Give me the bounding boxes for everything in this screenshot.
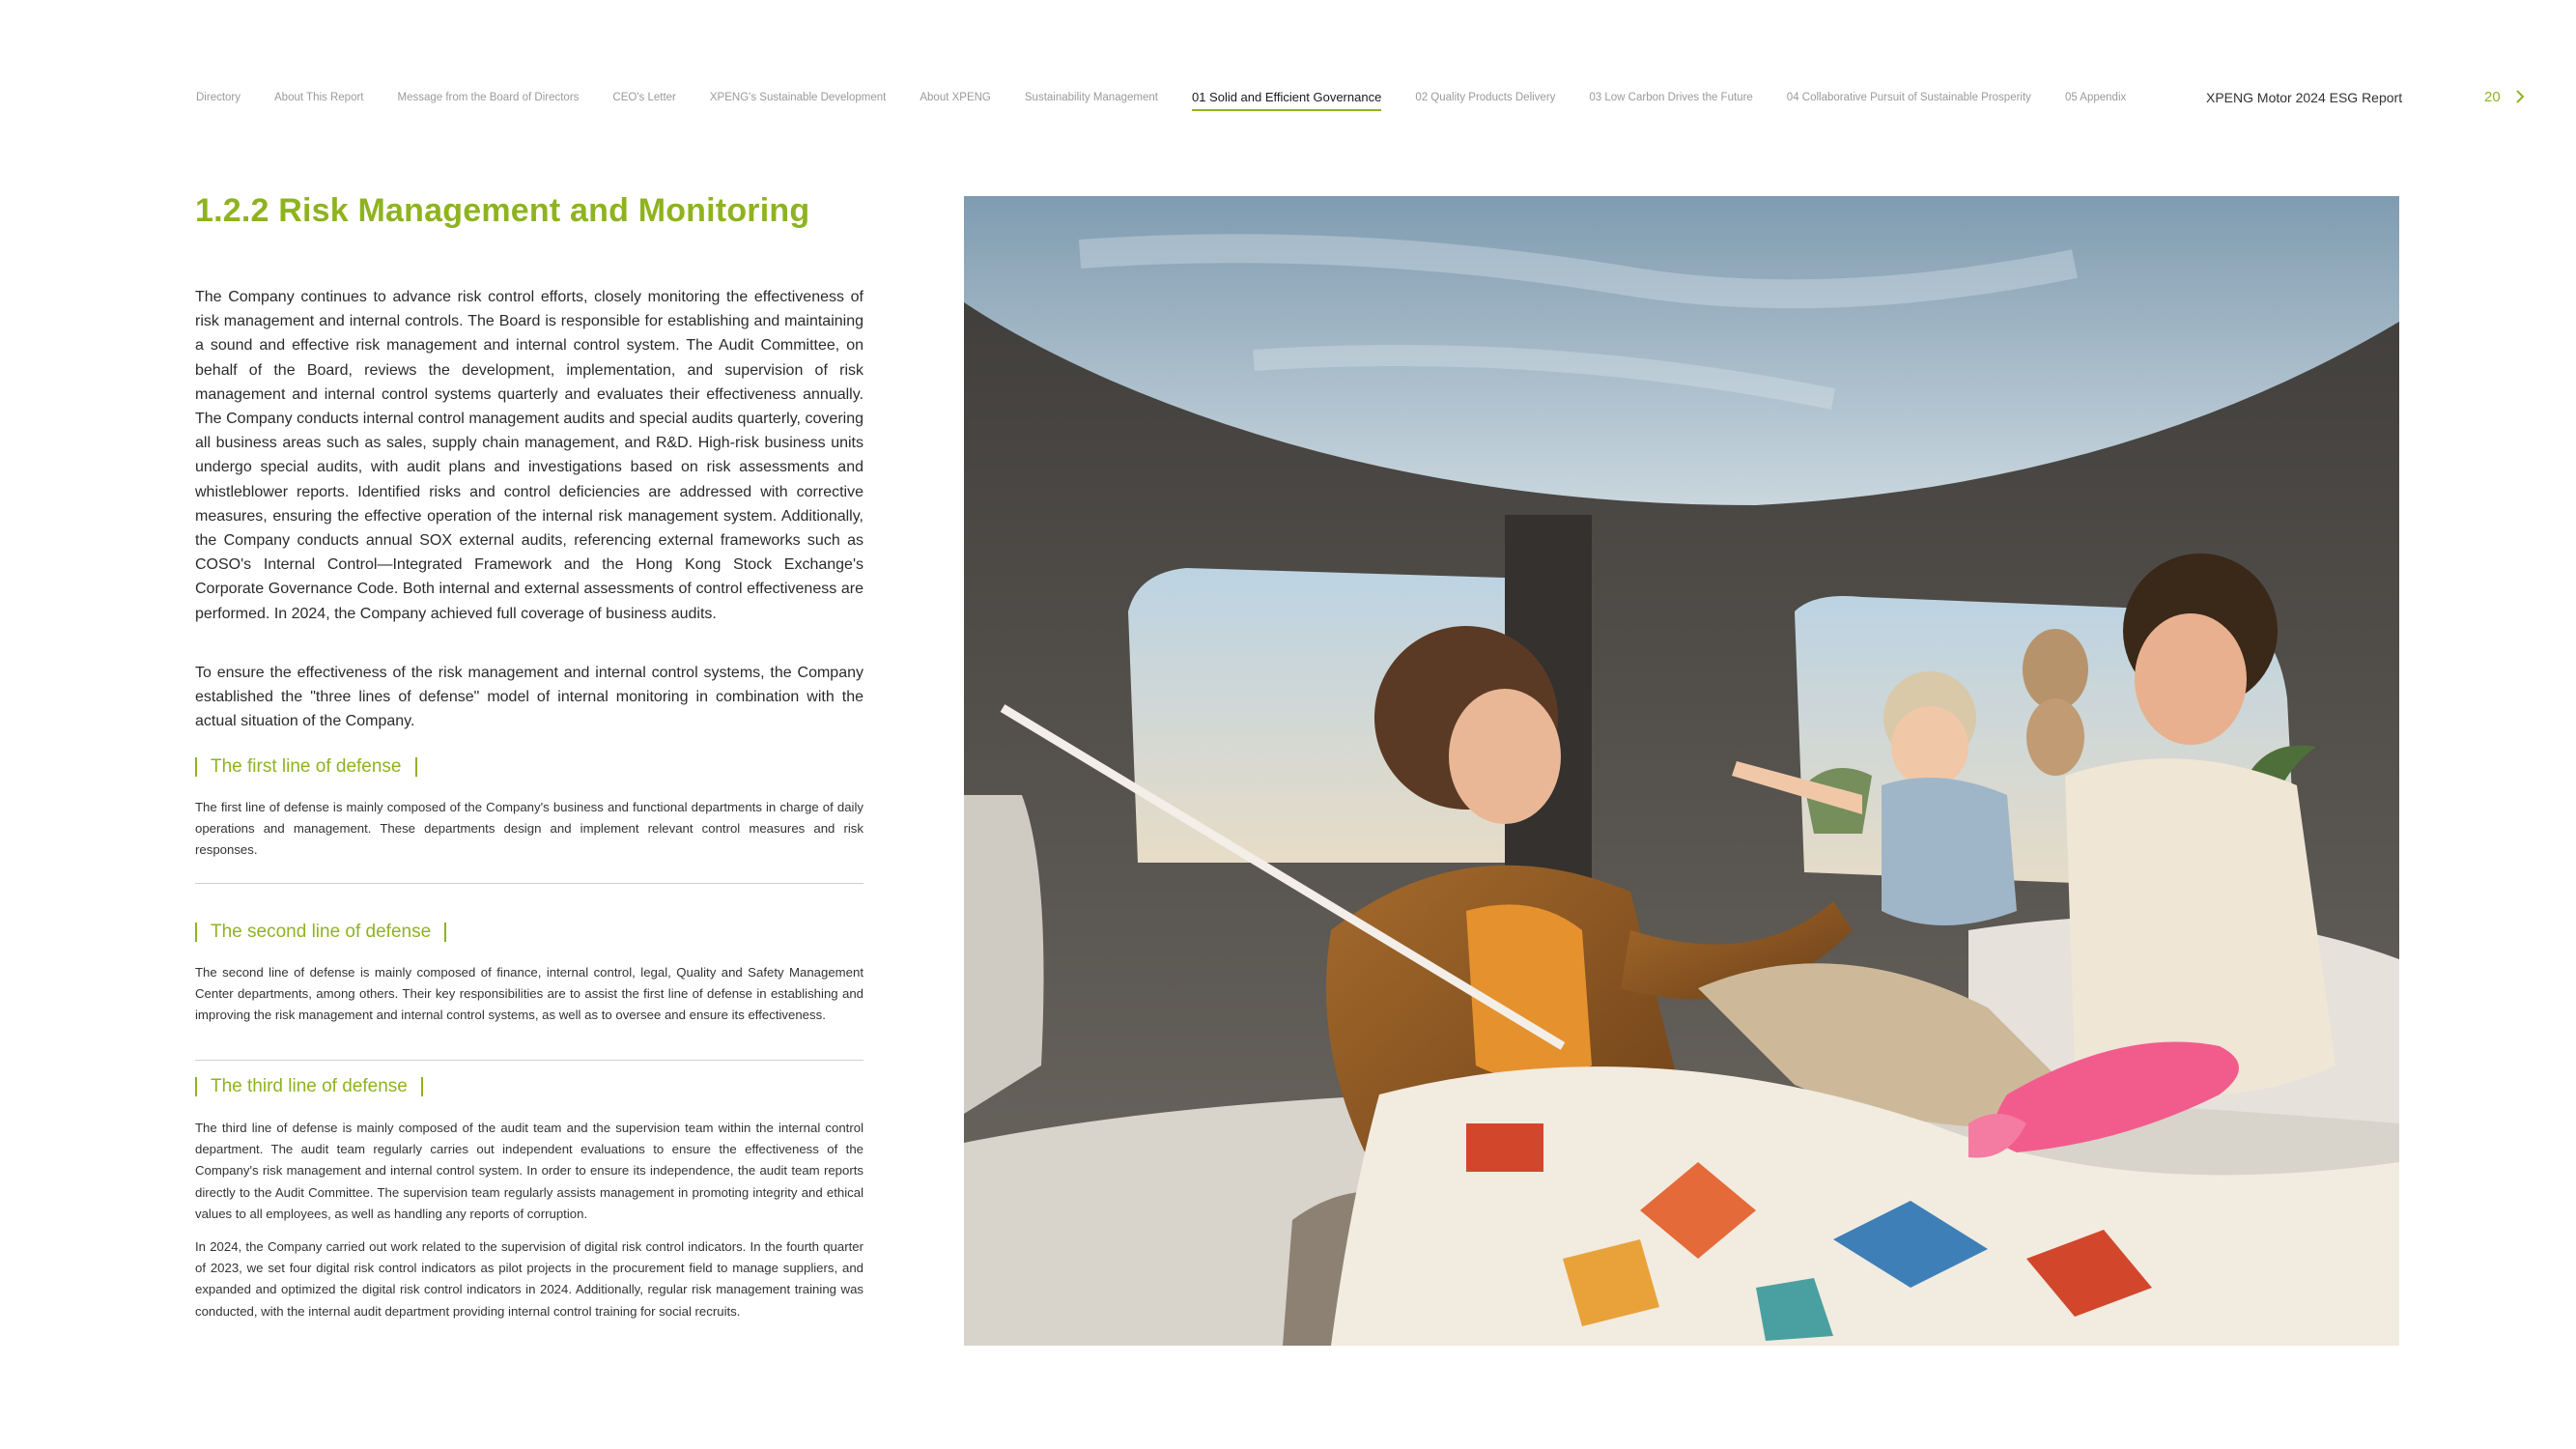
digital-risk-control-text: In 2024, the Company carried out work related to the supervision of digital risk control indicators. In the fourth quarter of 2023, we set four digital risk control indicators as pilot projects in the procurement field to manage suppliers, and expanded and optimized the digital risk control indicators in 2024. Additionally, regular risk management training was conducted, with the internal audit department providing internal control training for social recruits. <box>195 1239 863 1319</box>
car-interior-photo <box>964 196 2399 1346</box>
third-line-heading-label: The third line of defense <box>211 1076 408 1096</box>
first-line-text: The first line of defense is mainly composed of the Company's business and functional departments in charge of daily operations and management. These departments design and implement relevant control measures and risk responses. <box>195 800 863 858</box>
nav-item-ceo-letter[interactable]: CEO's Letter <box>612 92 676 103</box>
section-divider <box>195 883 863 884</box>
nav-item-board-message[interactable]: Message from the Board of Directors <box>397 92 580 103</box>
intro-paragraph: The Company continues to advance risk control efforts, closely monitoring the effectiveness of risk management and internal controls. The Board is responsible for establishing and maintaining a sound and effective risk management and internal control system. The Audit Committee, on behalf of the Board, reviews the development, implementation, and supervision of risk management and internal control systems quarterly and evaluates their effectiveness annually. The Company conducts internal control management audits and special audits quarterly, covering all business areas such as sales, supply chain management, and R&D. High-risk business units undergo special audits, with audit plans and investigations based on risk assessments and whistleblower reports. Identified risks and control deficiencies are addressed with corrective measures, ensuring the effective operation of the internal risk management system. Additionally, the Company conducts annual SOX external audits, referencing external frameworks such as COSO's Internal Control—Integrated Framework and the Hong Kong Stock Exchange's Corporate Governance Code. Both internal and external assessments of control effectiveness are performed. In 2024, the Company achieved full coverage of business audits. <box>195 289 863 622</box>
nav-item-about-this-report[interactable]: About This Report <box>274 92 364 103</box>
heading-bar <box>421 1077 423 1096</box>
nav-item-low-carbon[interactable]: 03 Low Carbon Drives the Future <box>1589 92 1753 103</box>
section-divider <box>195 1060 863 1061</box>
nav-item-sustainability-management[interactable]: Sustainability Management <box>1024 92 1158 103</box>
nav-item-quality-products[interactable]: 02 Quality Products Delivery <box>1415 92 1556 103</box>
third-line-text: The third line of defense is mainly composed of the audit team and the supervision team within the internal control department. The audit team regularly carries out independent evaluations to ensure the effectiveness of the Company's risk management and internal control system. In order to ensure its independence, the audit team reports directly to the Audit Committee. The supervision team regularly assists management in promoting integrity and ethical values to all employees, as well as handling any reports of corruption. <box>195 1121 863 1221</box>
heading-bar <box>195 757 197 777</box>
heading-bar <box>444 923 446 942</box>
second-line-text: The second line of defense is mainly composed of finance, internal control, legal, Quality and Safety Management Center departments, among others. Their key responsibilities are to assist the first line of defense in establishing and improving the risk management and internal control systems, as well as to oversee and ensure its effectiveness. <box>195 965 863 1023</box>
nav-item-appendix[interactable]: 05 Appendix <box>2064 92 2127 103</box>
section-title: 1.2.2 Risk Management and Monitoring <box>195 192 810 229</box>
page-number: 20 <box>2484 89 2501 105</box>
heading-bar <box>195 1077 197 1096</box>
nav-item-sustainable-development[interactable]: XPENG's Sustainable Development <box>709 92 887 103</box>
chevron-right-icon[interactable] <box>2509 86 2531 107</box>
nav-item-directory[interactable]: Directory <box>196 92 241 103</box>
heading-bar <box>415 757 417 777</box>
three-lines-intro-paragraph: To ensure the effectiveness of the risk management and internal control systems, the Company established the "three lines of defense" model of internal monitoring in combination with the actual situation of the Company. <box>195 665 863 730</box>
first-line-heading <box>195 754 417 780</box>
second-line-heading <box>195 920 446 945</box>
second-line-heading-label: The second line of defense <box>211 922 432 942</box>
top-navigation <box>196 87 2160 108</box>
first-line-heading-label: The first line of defense <box>211 756 402 777</box>
nav-item-governance[interactable]: 01 Solid and Efficient Governance <box>1192 87 1381 108</box>
nav-item-about-xpeng[interactable]: About XPENG <box>920 92 991 103</box>
heading-bar <box>195 923 197 942</box>
third-line-heading <box>195 1074 423 1099</box>
nav-item-sustainable-prosperity[interactable]: 04 Collaborative Pursuit of Sustainable Prosperity <box>1786 92 2031 103</box>
report-title: XPENG Motor 2024 ESG Report <box>2206 90 2403 105</box>
